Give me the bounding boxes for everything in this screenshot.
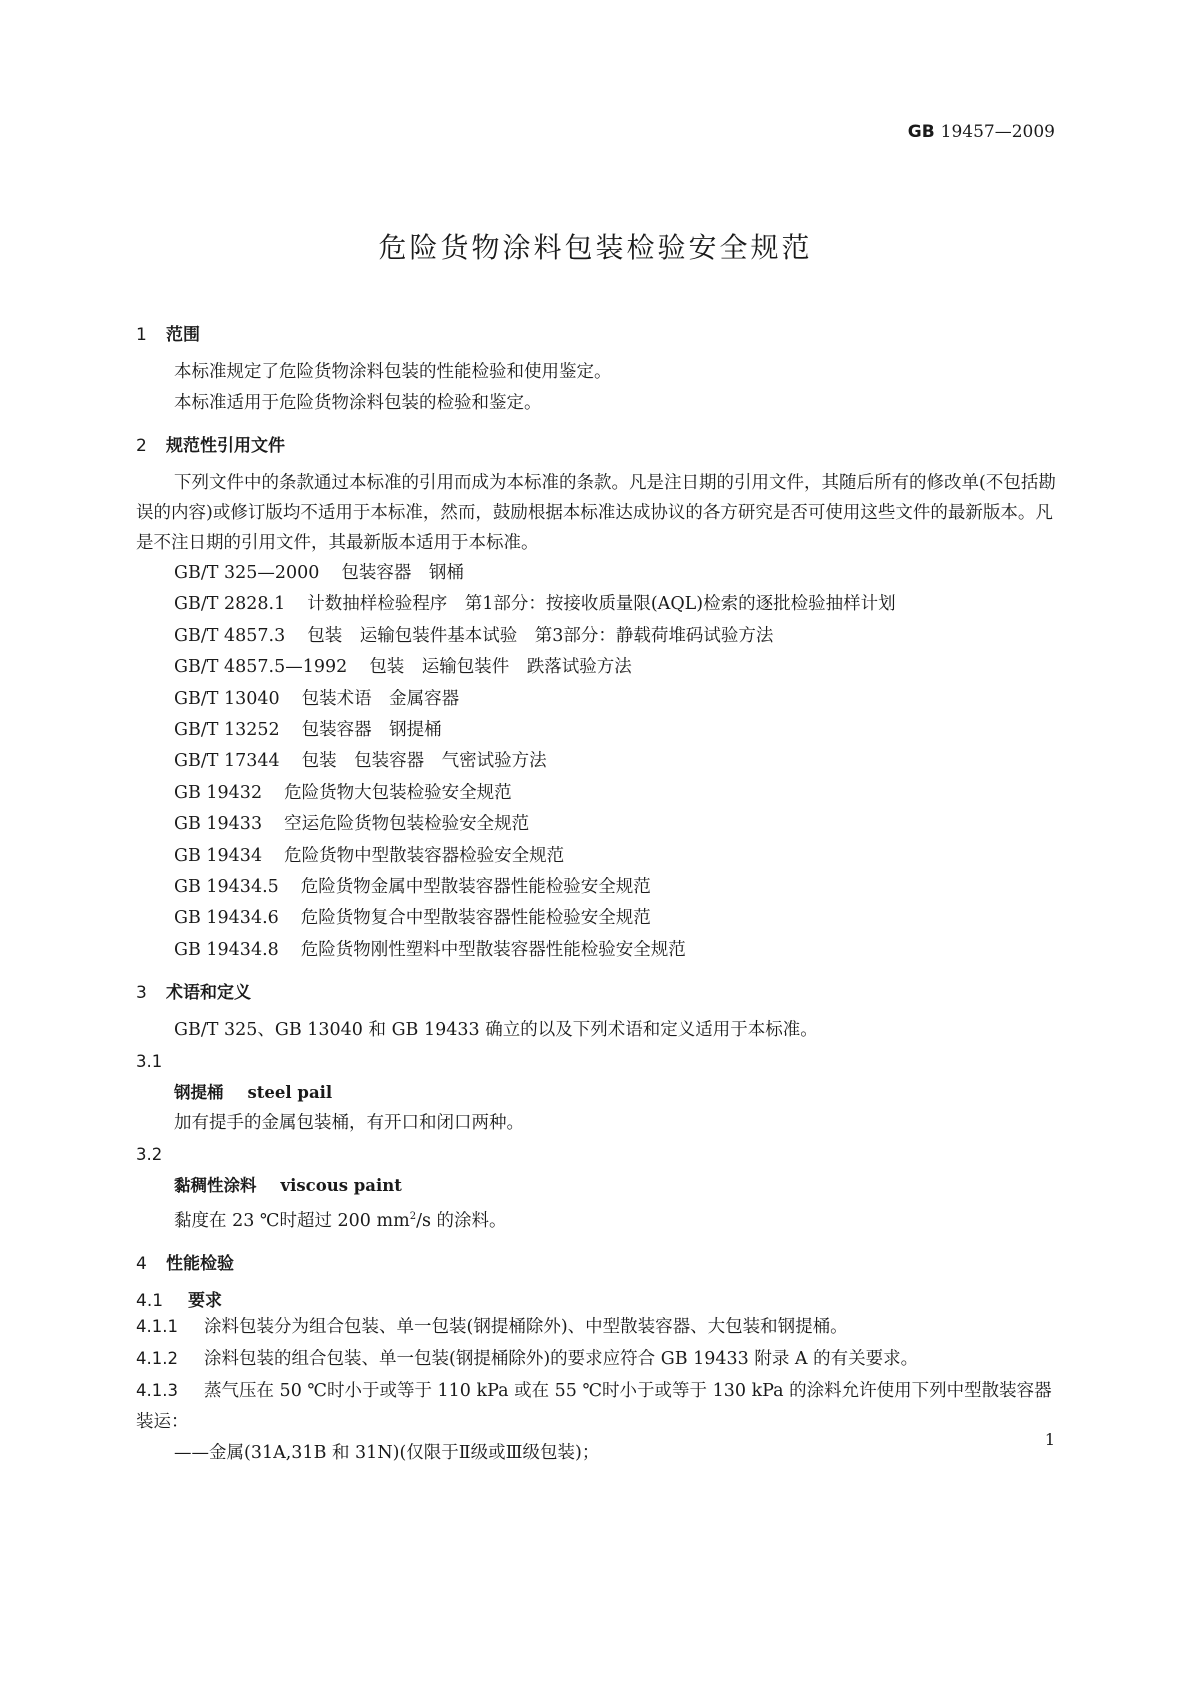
term-3-1-number: 3.1 xyxy=(136,1052,163,1072)
reference-item: GB/T 4857.3 包装 运输包装件基本试验 第3部分：静载荷堆码试验方法 xyxy=(174,625,774,646)
term-3-2-number: 3.2 xyxy=(136,1145,163,1165)
clause-4-1-3: 4.1.3 蒸气压在 50 ℃时小于或等于 110 kPa 或在 55 ℃时小于或等于 130 kPa 的涂料允许使用下列中型散装容器装运： xyxy=(136,1381,1052,1433)
reference-item: GB/T 13040 包装术语 金属容器 xyxy=(174,688,460,709)
subsection-4-1-heading: 4.1 要求 xyxy=(136,1291,222,1312)
reference-item: GB 19434 危险货物中型散装容器检验安全规范 xyxy=(174,845,565,866)
list-item: ——金属(31A,31B 和 31N)(仅限于Ⅱ级或Ⅲ级包装)； xyxy=(174,1443,600,1464)
term-3-2-definition: 黏度在 23 ℃时超过 200 $mm^2/s$ 的涂料。 xyxy=(174,1211,507,1232)
section-1-heading: 1 范围 xyxy=(136,325,200,345)
reference-item: GB 19433 空运危险货物包装检验安全规范 xyxy=(174,814,530,835)
term-3-1-title: 钢提桶 steel pail xyxy=(174,1083,333,1103)
section-2-heading: 2 规范性引用文件 xyxy=(136,436,285,456)
clause-4-1-1: 4.1.1 涂料包装分为组合包装、单一包装(钢提桶除外)、中型散装容器、大包装和钢提桶。 xyxy=(136,1317,848,1338)
section-2-intro: 下列文件中的条款通过本标准的引用而成为本标准的条款。凡是注日期的引用文件，其随后所有的修改单(不包括勘误的内容)或修订版均不适用于本标准，然而，鼓励根据本标准达成协议的各方研究是否可使用这些文件的最新版本。凡是不注日期的引用文件，其最新版本适用于本标准。 xyxy=(136,473,1056,553)
reference-item: GB 19434.6 危险货物复合中型散装容器性能检验安全规范 xyxy=(174,908,651,929)
reference-item: GB/T 13252 包装容器 钢提桶 xyxy=(174,720,442,741)
standard-code xyxy=(908,122,1055,142)
section-1-para-1: 本标准规定了危险货物涂料包装的性能检验和使用鉴定。 xyxy=(174,362,612,382)
document-title: 危险货物涂料包装检验安全规范 xyxy=(378,231,813,264)
reference-item: GB 19434.5 危险货物金属中型散装容器性能检验安全规范 xyxy=(174,877,651,898)
section-3-heading: 3 术语和定义 xyxy=(136,983,251,1004)
section-3-intro: GB/T 325、GB 13040 和 GB 19433 确立的以及下列术语和定义适用于本标准。 xyxy=(174,1020,818,1041)
reference-item: GB 19434.8 危险货物刚性塑料中型散装容器性能检验安全规范 xyxy=(174,939,686,960)
reference-item: GB/T 17344 包装 包装容器 气密试验方法 xyxy=(174,751,547,772)
reference-item: GB/T 325—2000 包装容器 钢桶 xyxy=(174,563,464,583)
reference-item: GB 19432 危险货物大包装检验安全规范 xyxy=(174,782,512,803)
standard-prefix: GB xyxy=(907,122,935,142)
section-4-heading: 4 性能检验 xyxy=(136,1254,234,1275)
document-body xyxy=(136,320,1056,1469)
page-number: 1 xyxy=(1044,1430,1055,1449)
section-1-para-2: 本标准适用于危险货物涂料包装的检验和鉴定。 xyxy=(174,393,542,413)
term-3-2-title: 黏稠性涂料 viscous paint xyxy=(174,1176,402,1196)
clause-4-1-2: 4.1.2 涂料包装的组合包装、单一包装(钢提桶除外)的要求应符合 GB 19433 附录 A 的有关要求。 xyxy=(136,1349,919,1370)
reference-item: GB/T 4857.5—1992 包装 运输包装件 跌落试验方法 xyxy=(174,657,632,678)
standard-number: 19457—2009 xyxy=(940,122,1055,142)
normative-references-list xyxy=(136,558,1056,966)
term-3-1-definition: 加有提手的金属包装桶，有开口和闭口两种。 xyxy=(174,1113,524,1134)
reference-item: GB/T 2828.1 计数抽样检验程序 第1部分：按接收质量限(AQL)检索的逐批检验抽样计划 xyxy=(174,594,896,615)
